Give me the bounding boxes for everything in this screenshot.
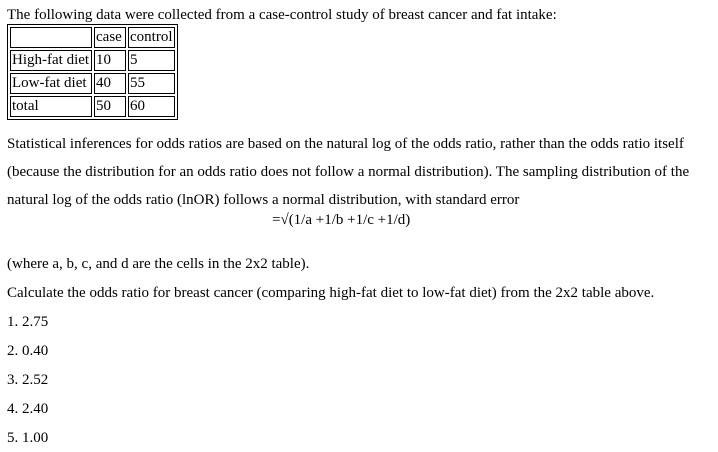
table-cell: 40	[94, 73, 126, 94]
table-cell: 10	[94, 50, 126, 71]
table-header-cell	[10, 27, 92, 48]
table-cell: 55	[128, 73, 175, 94]
table-header-cell: control	[128, 27, 175, 48]
table-cell: High-fat diet	[10, 50, 92, 71]
table-header-cell: case	[94, 27, 126, 48]
data-table	[7, 24, 178, 120]
table-cell: 5	[128, 50, 175, 71]
table-cell: 60	[128, 96, 175, 117]
question-text: Calculate the odds ratio for breast cancer (comparing high-fat diet to low-fat diet) from the 2x2 table above.	[7, 285, 655, 301]
standard-error-formula: =√(1/a +1/b +1/c +1/d)	[272, 212, 411, 228]
answer-option-2: 2. 0.40	[7, 343, 49, 359]
table-cell: Low-fat diet	[10, 73, 92, 94]
table-row	[10, 50, 175, 71]
answer-option-1: 1. 2.75	[7, 314, 49, 330]
table-row	[10, 96, 175, 117]
answer-option-4: 4. 2.40	[7, 401, 49, 417]
table-cell: 50	[94, 96, 126, 117]
where-note: (where a, b, c, and d are the cells in the 2x2 table).	[7, 256, 310, 272]
table-cell: total	[10, 96, 92, 117]
answer-option-5: 5. 1.00	[7, 430, 49, 446]
table-header-row	[10, 27, 175, 48]
explanation-paragraph: Statistical inferences for odds ratios are based on the natural log of the odds ratio, rather than the odds ratio itself (because the distribution for an odds ratio does not follow a normal distribution). The sampling distribution of the natural log of the odds ratio (lnOR) follows a normal distribution, with standard error	[7, 136, 690, 208]
table-row	[10, 73, 175, 94]
answer-option-3: 3. 2.52	[7, 372, 49, 388]
intro-text: The following data were collected from a case-control study of breast cancer and fat intake:	[7, 7, 557, 23]
